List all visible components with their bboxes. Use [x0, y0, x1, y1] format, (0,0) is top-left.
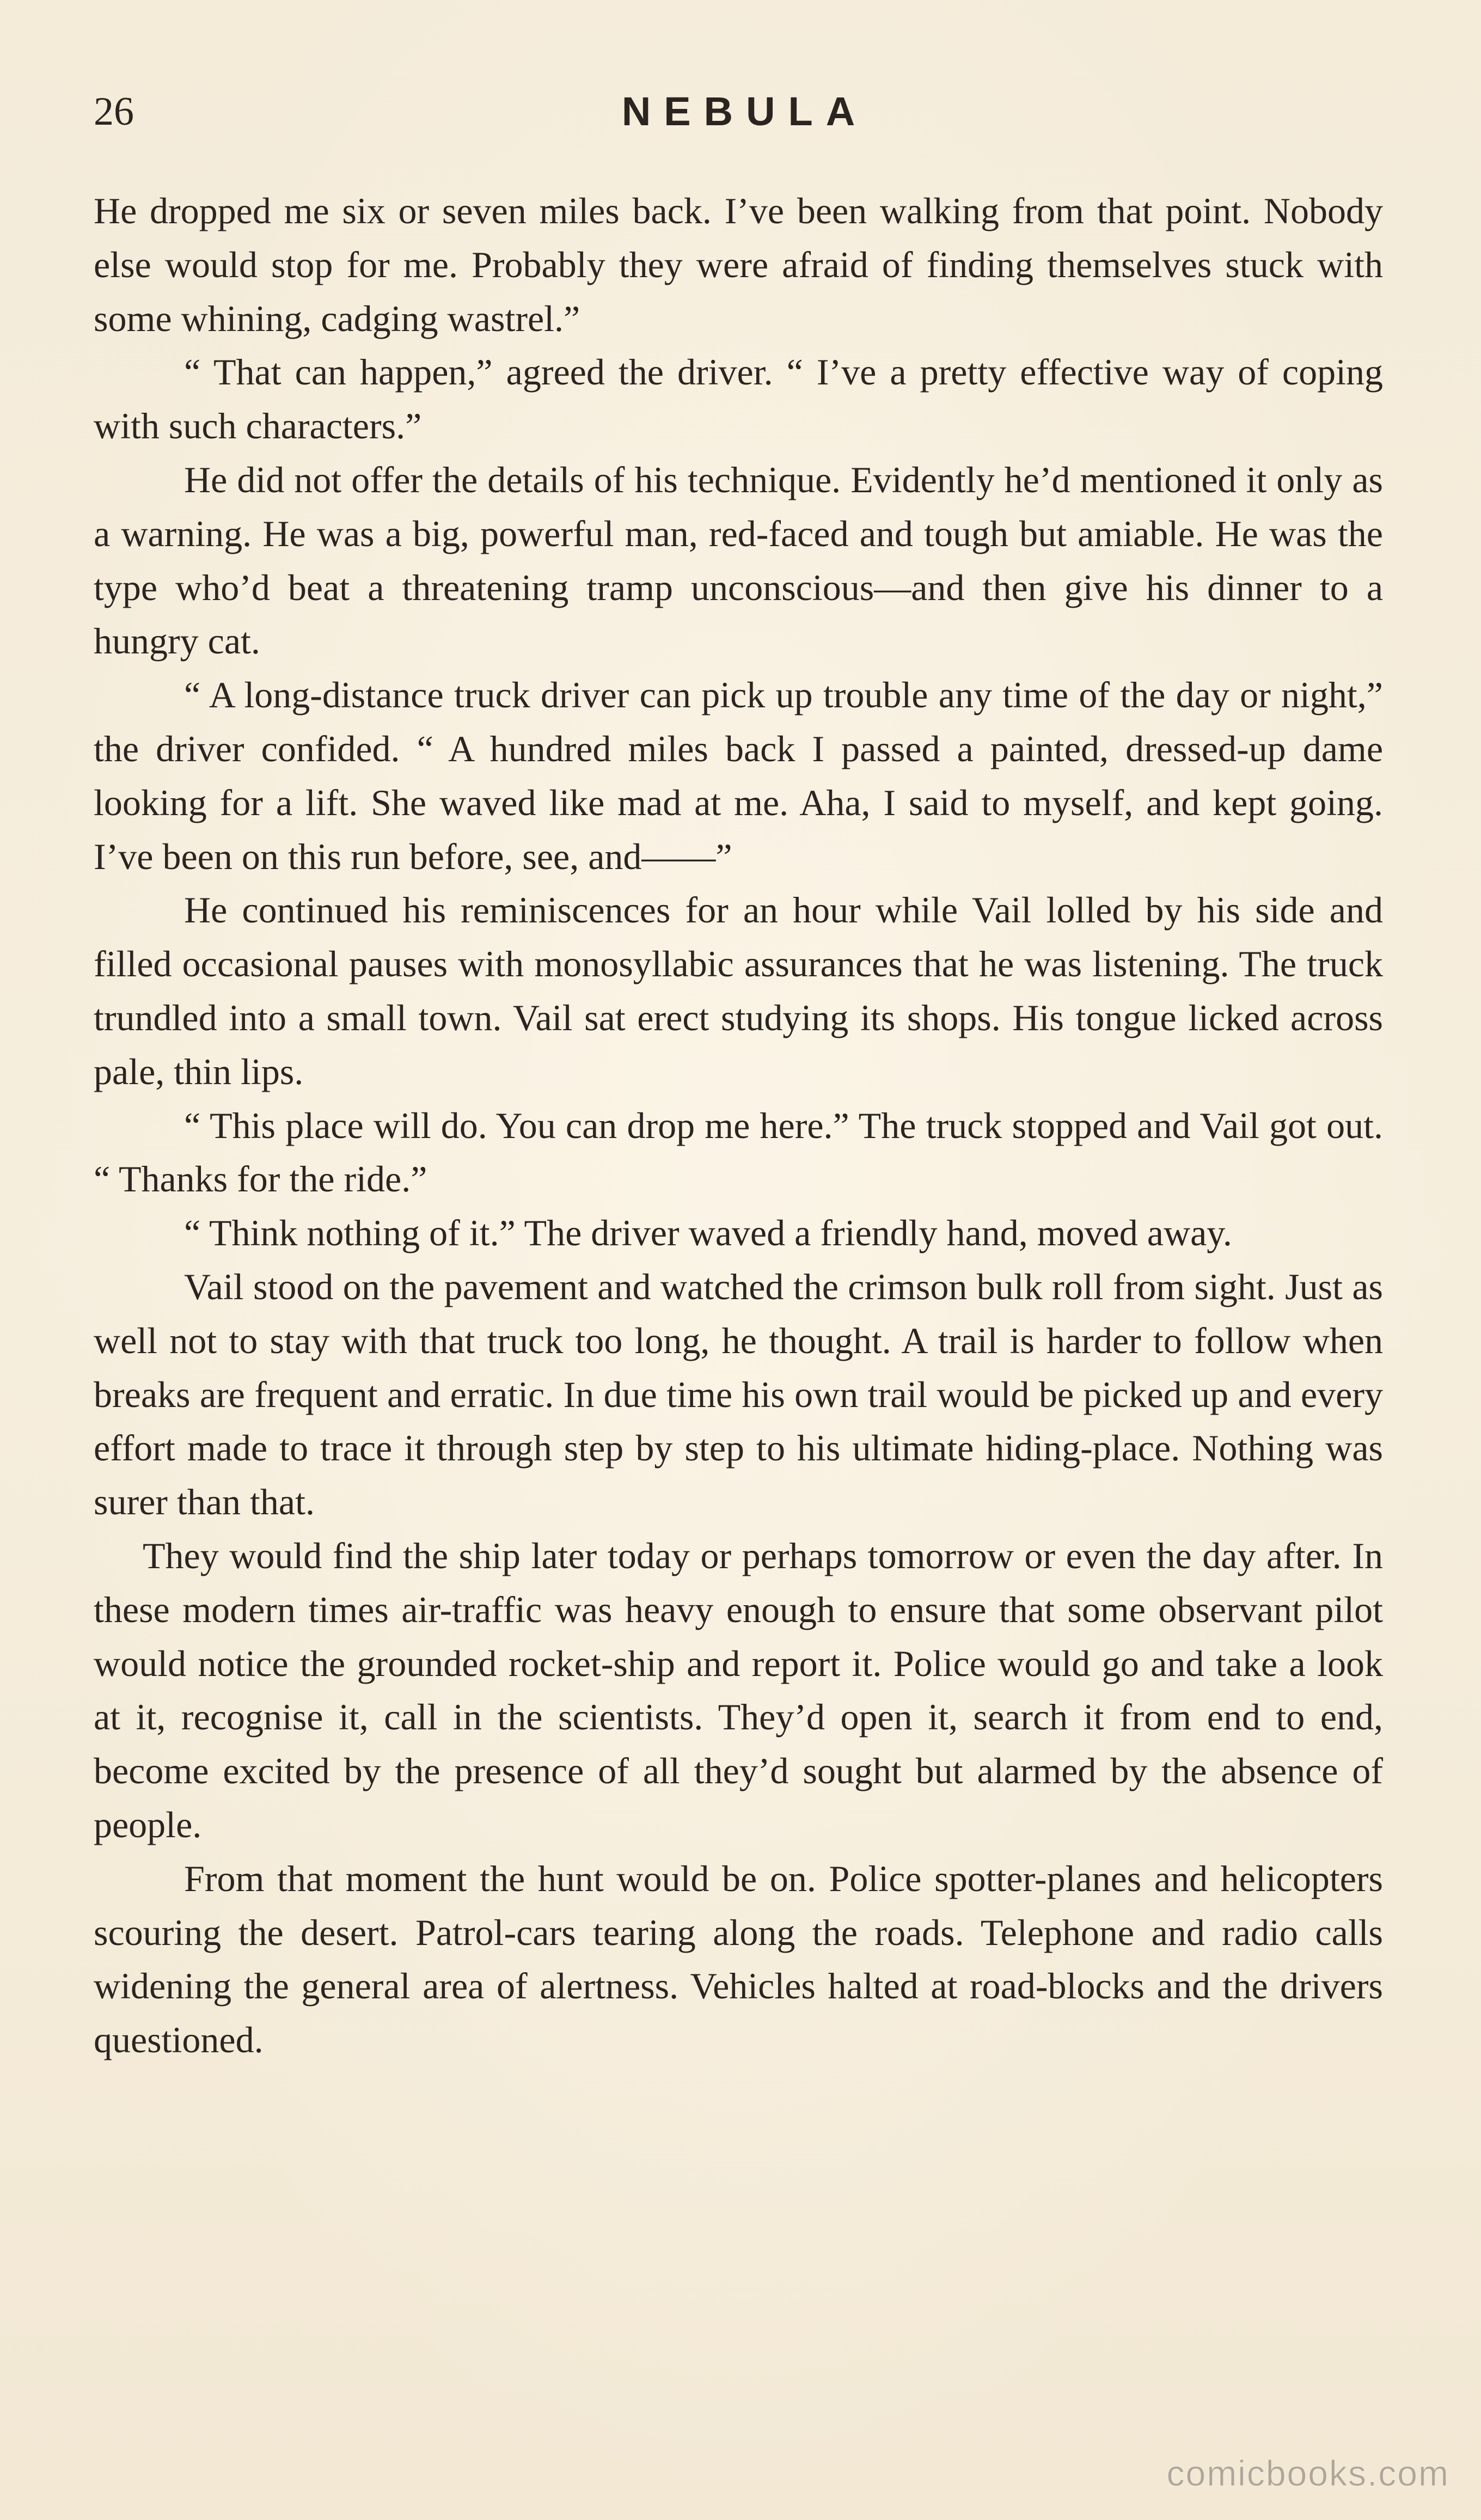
watermark: comicbooks.com: [1166, 2453, 1449, 2493]
paragraph: He dropped me six or seven miles back. I’ve been walking from that point. Nobody else would stop for me. Probably they were afraid of finding themselves stuck with some whining, cadging wastrel.”: [94, 190, 1383, 339]
paragraph: “ That can happen,” agreed the driver. “ I’ve a pretty effective way of coping with such characters.”: [94, 351, 1383, 447]
paragraph: “ A long-distance truck driver can pick up trouble any time of the day or night,” the driver confided. “ A hundred miles back I passed a painted, dressed-up dame looking for a lift. She waved like mad at me. Aha, I said to myself, and kept going. I’ve been on this run before, see, and——”: [94, 674, 1383, 877]
paragraph: Vail stood on the pavement and watched the crimson bulk roll from sight. Just as well not to stay with that truck too long, he thought. A trail is harder to follow when breaks are frequent and erratic. In due time his own trail would be picked up and every effort made to trace it through step by step to his ultimate hiding-place. Nothing was surer than that.: [94, 1265, 1383, 1523]
paragraph: From that moment the hunt would be on. Police spotter-planes and helicopters scouring the desert. Patrol-cars tearing along the roads. Telephone and radio calls widening the general area of alertness. Vehicles halted at road-blocks and the drivers questioned.: [94, 1857, 1383, 2061]
body-text: [94, 184, 1383, 2067]
page-number: 26: [94, 89, 134, 134]
paragraph: “ This place will do. You can drop me here.” The truck stopped and Vail got out. “ Thanks for the ride.”: [94, 1104, 1383, 1200]
paragraph: He did not offer the details of his technique. Evidently he’d mentioned it only as a warning. He was a big, powerful man, red-faced and tough but amiable. He was the type who’d beat a threatening tramp unconscious—and then give his dinner to a hungry cat.: [94, 458, 1383, 662]
paragraph: He continued his reminiscences for an hour while Vail lolled by his side and filled occasional pauses with monosyllabic assurances that he was listening. The truck trundled into a small town. Vail sat erect studying its shops. His tongue licked across pale, thin lips.: [94, 889, 1383, 1092]
paragraph: “ Think nothing of it.” The driver waved a friendly hand, moved away.: [184, 1212, 1232, 1254]
page-header: [94, 82, 1383, 142]
running-head-title: NEBULA: [621, 89, 868, 134]
paragraph: They would find the ship later today or perhaps tomorrow or even the day after. In these modern times air-traffic was heavy enough to ensure that some observant pilot would notice the grounded rocket-ship and report it. Police would go and take a look at it, recognise it, call in the scientists. They’d open it, search it from end to end, become excited by the presence of all they’d sought but alarmed by the absence of people.: [94, 1534, 1383, 1845]
